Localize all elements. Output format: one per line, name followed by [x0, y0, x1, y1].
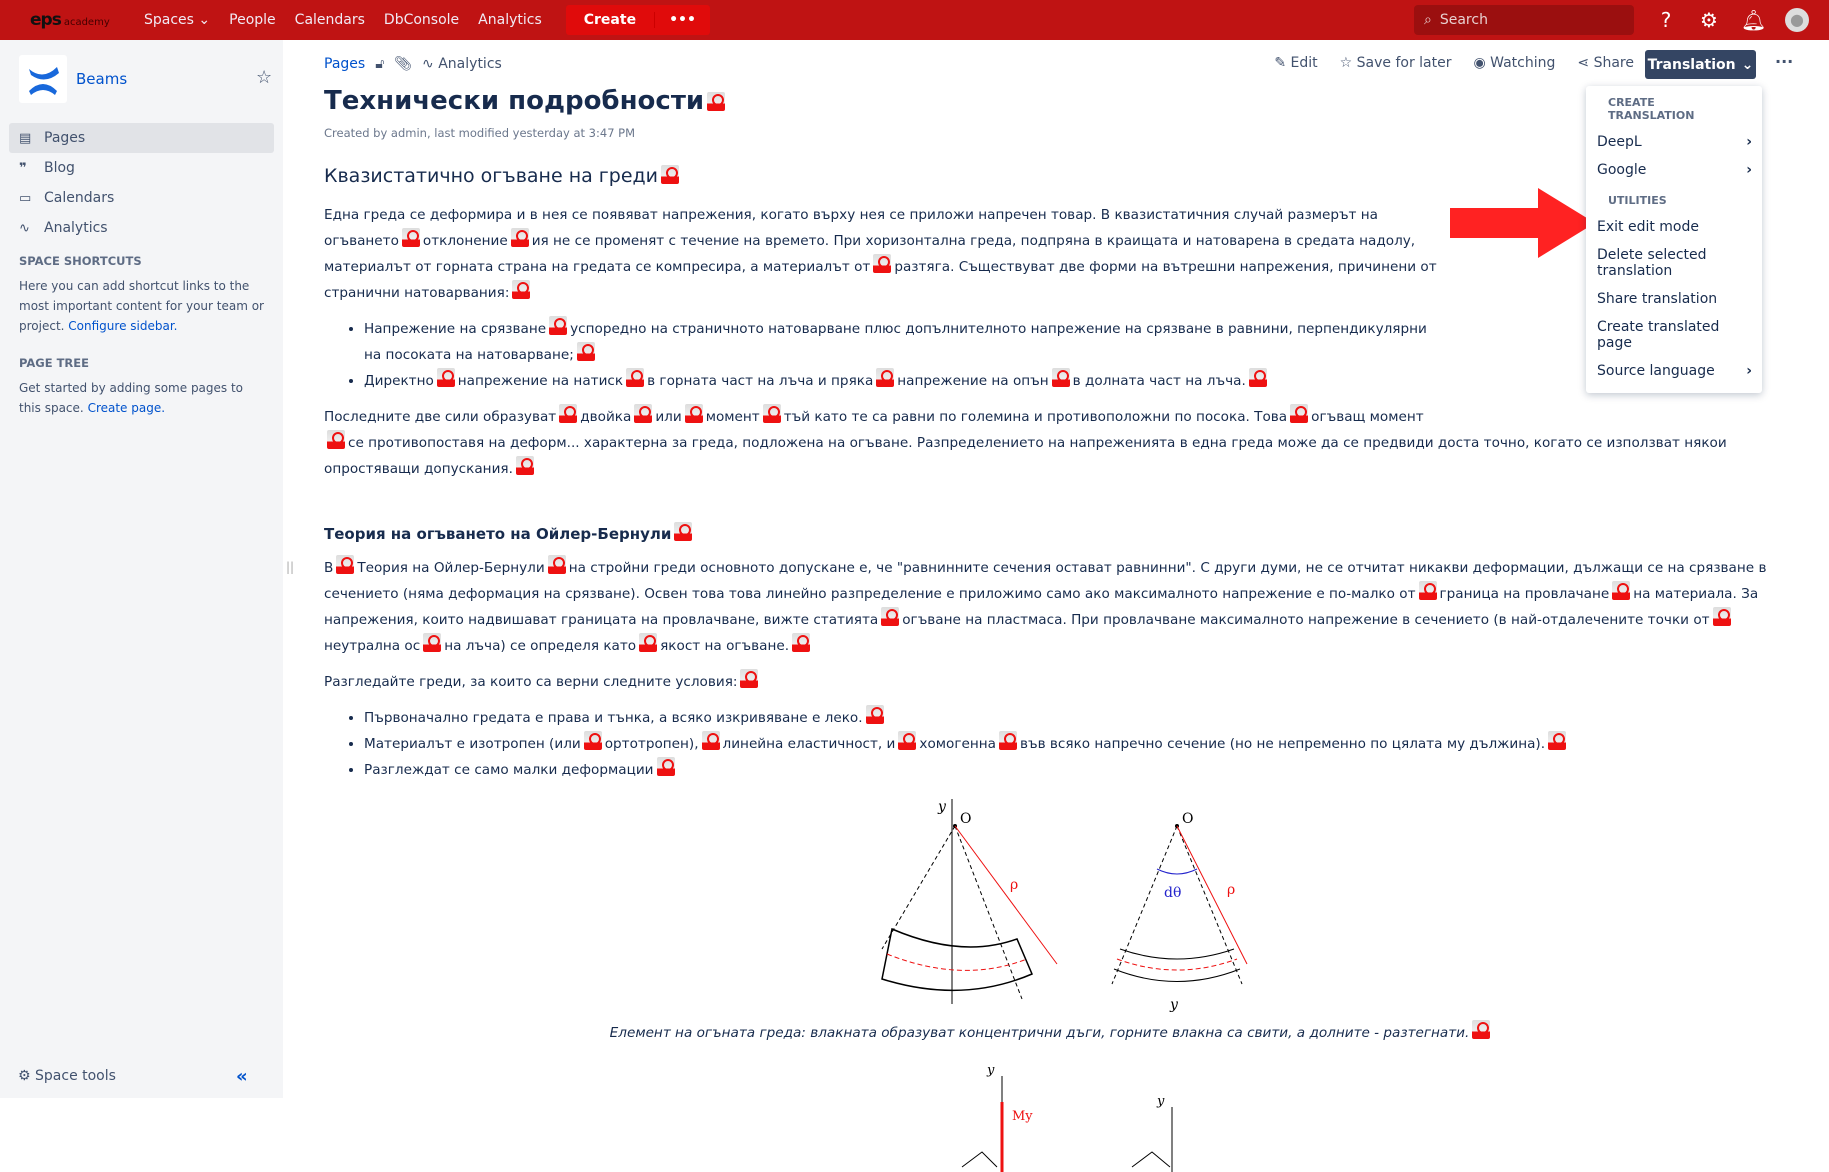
bullet-list: [364, 705, 1779, 783]
translation-dropdown-menu: [1586, 86, 1762, 393]
calendar-icon: ▭: [19, 190, 32, 206]
collapse-sidebar-icon[interactable]: «: [236, 1066, 248, 1087]
nav-spaces[interactable]: Spaces ⌄: [144, 12, 211, 28]
svg-text:My: My: [1011, 1109, 1033, 1124]
text-segment: отклонение: [422, 233, 508, 249]
create-page-link[interactable]: Create page.: [87, 401, 166, 415]
translation-icon[interactable]: [512, 280, 530, 299]
star-icon: ☆: [1339, 55, 1353, 71]
svg-text:y: y: [986, 1063, 994, 1078]
section-heading: Теория на огъването на Ойлер-Бернули: [324, 522, 1779, 547]
text-segment: хомогенна: [919, 736, 996, 752]
text-segment: Разглеждат се само малки деформации: [364, 762, 654, 778]
space-tools-button[interactable]: ⚙ Space tools: [18, 1068, 116, 1084]
menu-item-source-language[interactable]: Source language ›: [1597, 363, 1752, 379]
translation-icon: [707, 92, 725, 111]
text-segment: Последните две сили образуват: [324, 409, 557, 425]
space-name[interactable]: Beams: [76, 70, 128, 88]
page-tree-text: Get started by adding some pages to this space. Create page.: [19, 381, 244, 415]
svg-text:O: O: [1181, 811, 1193, 827]
pencil-icon: ✎: [1274, 55, 1287, 71]
watching-button[interactable]: ◉ Watching: [1473, 55, 1556, 71]
translation-icon[interactable]: [577, 342, 595, 361]
text-segment: или: [655, 409, 682, 425]
page-metadata: Created by admin, last modified yesterday at 3:47 PM: [324, 126, 636, 140]
translation-icon[interactable]: [740, 669, 758, 688]
section-heading: Квазистатично огъване на греди: [324, 164, 1779, 189]
text-segment: линейна еластичност, и: [722, 736, 896, 752]
text-segment: Материалът е изотропен (или: [364, 736, 581, 752]
analytics-link[interactable]: ∿ Analytics: [422, 56, 502, 72]
text-segment: на материала. За напрежения, които надвишават границата на провлачване, вижте статията: [324, 586, 1759, 628]
attachment-icon[interactable]: 📎︎: [394, 56, 413, 72]
page-tree-heading: PAGE TREE: [19, 356, 89, 370]
top-navigation: [0, 0, 1829, 40]
create-button[interactable]: Create: [583, 12, 637, 28]
text-segment: Една греда се деформира и в нея се появяват напрежения, когато върху нея се приложи напречен товар. В квазистатичния случай размерът на огъването: [324, 207, 1379, 249]
text-segment: разтяга. Съществуват две форми на вътрешни напрежения, причинени от странични натоварвания:: [324, 259, 1437, 301]
configure-sidebar-link[interactable]: Configure sidebar.: [68, 319, 178, 333]
red-arrow-annotation: [1450, 188, 1595, 258]
text-segment: ия не се променят с течение на времето. При хоризонтална греда, подпряна в краищата и натоварена в средата надолу, материалът от горната страна на гредата се компресира, а материалът от: [324, 233, 1416, 275]
help-icon[interactable]: ?: [1660, 8, 1672, 32]
translation-icon[interactable]: [1052, 368, 1070, 387]
space-shortcuts-heading: SPACE SHORTCUTS: [19, 254, 142, 268]
text-segment: напрежение на натиск: [457, 373, 624, 389]
text-segment: огъващ момент: [1311, 409, 1424, 425]
translation-icon[interactable]: [1713, 607, 1731, 626]
menu-item-exit-edit-mode[interactable]: Exit edit mode: [1597, 219, 1699, 235]
more-actions-icon[interactable]: ···: [1775, 52, 1794, 71]
text-segment: на лъча) се определя като: [444, 638, 637, 654]
logo[interactable]: eps academy: [30, 10, 110, 30]
svg-text:ρ: ρ: [1226, 882, 1235, 898]
translation-icon[interactable]: [1548, 731, 1566, 750]
sidebar-item-blog[interactable]: ❞ Blog: [19, 160, 75, 176]
translation-icon[interactable]: [1249, 368, 1267, 387]
text-segment: Разгледайте греди, за които са верни следните условия:: [324, 674, 738, 690]
breadcrumb: [324, 56, 502, 72]
text-segment: якост на огъване.: [660, 638, 790, 654]
figure-caption: [324, 1020, 1779, 1046]
search-icon: ⌕: [1424, 12, 1432, 28]
translation-icon[interactable]: [792, 633, 810, 652]
page-body: [324, 164, 1779, 1172]
menu-item-share-translation[interactable]: Share translation: [1597, 291, 1718, 307]
translation-icon[interactable]: [876, 368, 894, 387]
chevron-right-icon: ›: [1746, 363, 1752, 379]
bending-moment-figure: [324, 1062, 1779, 1172]
share-icon: ⋖: [1577, 55, 1590, 71]
sidebar-resize-handle[interactable]: ||: [286, 560, 295, 574]
beam-bending-figure: [324, 799, 1779, 1014]
translation-icon[interactable]: [584, 731, 602, 750]
svg-text:ρ: ρ: [1009, 877, 1018, 893]
translation-icon[interactable]: [548, 555, 566, 574]
text-segment: Директно: [364, 373, 434, 389]
eye-icon: ◉: [1473, 55, 1486, 71]
translation-icon[interactable]: [763, 404, 781, 423]
unlock-icon[interactable]: 🔓︎: [375, 56, 385, 72]
sidebar-item-pages[interactable]: ▤ Pages: [9, 123, 274, 153]
nav-calendars[interactable]: Calendars: [294, 12, 365, 28]
text-segment: ортотропен),: [604, 736, 699, 752]
share-button[interactable]: ⋖ Share: [1577, 55, 1634, 71]
paragraph: [324, 555, 1779, 659]
translation-icon[interactable]: [999, 731, 1017, 750]
list-item: [364, 757, 1779, 783]
menu-item-google[interactable]: Google ›: [1597, 162, 1752, 178]
search-input[interactable]: ⌕ Search: [1414, 5, 1634, 35]
translation-icon[interactable]: [559, 404, 577, 423]
text-segment: успоредно на страничното натоварване плюс допълнителното напрежение на срязване в равнини, перпендикулярни на посоката на натоварване;: [364, 321, 1427, 363]
translation-icon[interactable]: [1472, 1020, 1490, 1039]
avatar[interactable]: ●: [1785, 8, 1809, 32]
text-segment: в долната част на лъча.: [1072, 373, 1246, 389]
text-segment: момент: [705, 409, 760, 425]
translation-icon: [661, 165, 679, 184]
sidebar: [0, 40, 283, 1098]
translation-icon[interactable]: [1612, 581, 1630, 600]
space-logo[interactable]: [19, 55, 67, 103]
svg-text:y: y: [1169, 997, 1178, 1013]
translation-icon[interactable]: [702, 731, 720, 750]
translation-icon[interactable]: [336, 555, 354, 574]
translation-icon[interactable]: [626, 368, 644, 387]
text-segment: във всяко напречно сечение (но не непременно по цялата му дължина).: [1019, 736, 1546, 752]
translation-icon[interactable]: [1419, 581, 1437, 600]
translation-icon[interactable]: [511, 228, 529, 247]
menu-item-deepl[interactable]: DeepL ›: [1597, 134, 1752, 150]
text-segment: се противопоставя на деформ... характерна за греда, подложена на огъване. Разпределението на напреженията в една греда може да се предвиди доста точно, когато се използват някои опростяващи допускания.: [324, 435, 1727, 477]
translation-icon[interactable]: [866, 705, 884, 724]
text-segment: двойка: [580, 409, 632, 425]
translation-icon[interactable]: [423, 633, 441, 652]
translation-icon[interactable]: [516, 456, 534, 475]
text-segment: Елемент на огъната греда: влакната образуват концентрични дъги, горните влакна са свити, а долните - разтегнати.: [609, 1025, 1470, 1041]
text-segment: В: [324, 560, 334, 576]
translation-icon[interactable]: [327, 430, 345, 449]
translation-button[interactable]: Translation ⌄: [1645, 50, 1756, 79]
text-segment: неутрална ос: [324, 638, 421, 654]
gear-icon[interactable]: ⚙: [1700, 8, 1718, 32]
translation-icon[interactable]: [1290, 404, 1308, 423]
translation-icon[interactable]: [437, 368, 455, 387]
translation-icon[interactable]: [549, 316, 567, 335]
notifications-icon[interactable]: 🔔︎: [1741, 8, 1767, 32]
svg-text:O: O: [959, 811, 971, 827]
text-segment: Теория на Ойлер-Бернули: [357, 560, 545, 576]
menu-item-create-translated-page[interactable]: Create translated page: [1597, 319, 1720, 351]
chevron-right-icon: ›: [1746, 134, 1752, 150]
edit-button[interactable]: ✎ Edit: [1274, 55, 1318, 71]
breadcrumb-pages[interactable]: Pages: [324, 56, 366, 72]
text-segment: тъй като те са равни по големина и противоположни по посока. Това: [783, 409, 1288, 425]
chevron-down-icon: ⌄: [1741, 56, 1754, 73]
text-segment: граница на провлачане: [1439, 586, 1610, 602]
svg-text:dθ: dθ: [1163, 885, 1181, 901]
translation-icon[interactable]: [898, 731, 916, 750]
translation-icon[interactable]: [402, 228, 420, 247]
analytics-icon: ∿: [19, 220, 30, 236]
translation-icon[interactable]: [634, 404, 652, 423]
translation-icon[interactable]: [881, 607, 899, 626]
quote-icon: ❞: [19, 160, 27, 176]
translation-icon[interactable]: [657, 757, 675, 776]
text-segment: на стройни греди основното допускане е, че "равнинните сечения остават равнинни". С други думи, не се отчитат никакви деформации, дължащи се на срязване в сечението (няма деформация на срязване). Освен това това линейно разпределение е приложимо само ако максималното напрежение е по-малко от: [324, 560, 1767, 602]
sidebar-item-calendars[interactable]: ▭ Calendars: [19, 190, 115, 206]
more-button[interactable]: •••: [654, 12, 710, 28]
nav-people[interactable]: People: [229, 12, 276, 28]
page-title: Технически подробности: [324, 86, 728, 116]
translation-icon[interactable]: [685, 404, 703, 423]
translation-icon[interactable]: [639, 633, 657, 652]
page-icon: ▤: [19, 130, 32, 146]
utilities-heading: UTILITIES: [1608, 194, 1667, 207]
text-segment: Първоначално гредата е права и тънка, а всяко изкривяване е леко.: [364, 710, 863, 726]
save-for-later-button[interactable]: ☆ Save for later: [1339, 55, 1452, 71]
menu-item-delete-translation[interactable]: Delete selected translation: [1597, 247, 1707, 279]
translation-icon: [674, 522, 692, 541]
list-item: [364, 705, 1779, 731]
chevron-right-icon: ›: [1746, 162, 1752, 178]
list-item: [364, 731, 1779, 757]
svg-text:y: y: [937, 799, 946, 815]
text-segment: в горната част на лъча и пряка: [647, 373, 874, 389]
sidebar-item-analytics[interactable]: ∿ Analytics: [19, 220, 108, 236]
text-segment: огъване на пластмаса. При провлачване максималното напрежение в сечението (в най-отдалечените точки от: [902, 612, 1710, 628]
shortcuts-text: Here you can add shortcut links to the most important content for your team or project. Configure sidebar.: [19, 279, 264, 333]
text-segment: напрежение на опън: [897, 373, 1049, 389]
create-translation-heading: CREATE TRANSLATION: [1608, 96, 1695, 122]
svg-text:y: y: [1156, 1094, 1164, 1109]
nav-dbconsole[interactable]: DbConsole: [383, 12, 460, 28]
translation-icon[interactable]: [873, 254, 891, 273]
paragraph: [324, 669, 1779, 695]
nav-analytics[interactable]: Analytics: [478, 12, 542, 28]
star-icon[interactable]: ☆: [256, 67, 273, 88]
text-segment: Напрежение на срязване: [364, 321, 547, 337]
